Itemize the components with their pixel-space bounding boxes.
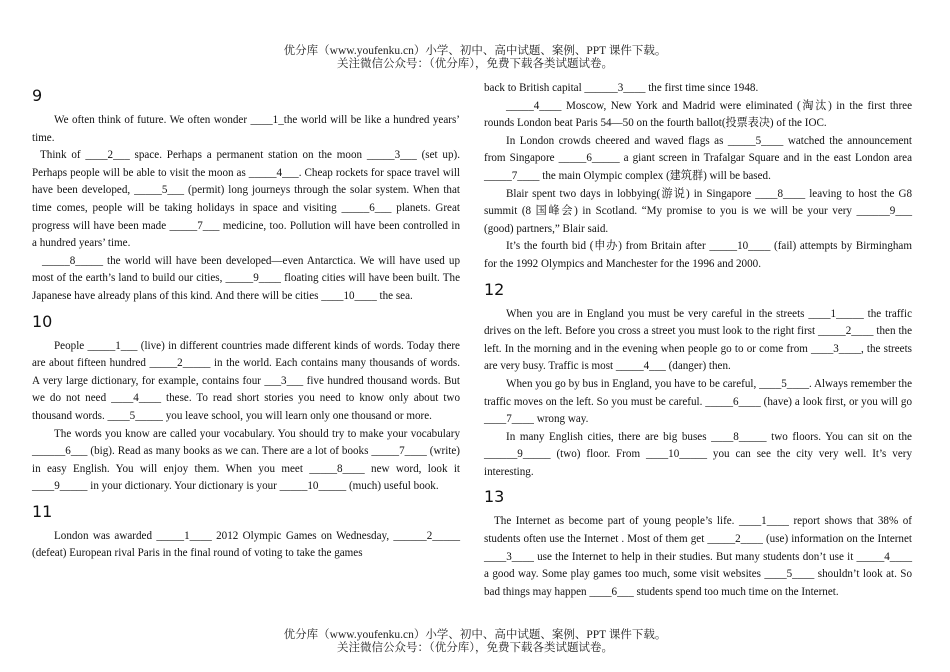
q9-paragraph-3: _____8_____ the world will have been developed—even Antarctica. We will have used up most of the earth’s land to build our cities, _____9____ floating cities will have been built. The Japanese have already plans of this kind. And there will be cities ____10____ the sea. bbox=[32, 254, 460, 302]
question-number-9: 9 bbox=[32, 86, 43, 105]
q11-continued-paragraph-2: _____4____ Moscow, New York and Madrid were eliminated (淘汰) in the first three rounds London beat Paris 54—50 on the fourth ballot(投票表决) of the IOC. bbox=[484, 99, 912, 130]
page-header bbox=[0, 45, 950, 71]
q11-continued-paragraph-1: back to British capital ______3____ the first time since 1948. bbox=[484, 82, 759, 94]
footer-line-2: 关注微信公众号：（优分库），免费下载各类试题试卷。 bbox=[337, 642, 613, 654]
q11-continued-paragraph-5: It’s the fourth bid (申办) from Britain after _____10____ (fail) attempts by Birmingham for the 1992 Olympics and Manchester for the 1996 and 2000. bbox=[484, 240, 912, 270]
q10-paragraph-1: People _____1___ (live) in different countries made different kinds of words. Today there are about fifteen hundred _____2_____ in the world. Each contains many thousands of words. A very large dictionary, for example, contains four ___3___ five hundred thousand words. But we do not need ____4____ these. To read short stories you need to know only about two thousand words. ____5_____ you leave school, you will learn only one thousand or more. bbox=[32, 339, 460, 422]
footer-line-1: 优分库（www.youfenku.cn）小学、初中、高中试题、案例、PPT 课件下载。 bbox=[283, 629, 667, 641]
page-footer bbox=[0, 629, 950, 655]
left-column bbox=[32, 80, 460, 563]
q13-paragraph-1: The Internet as become part of young people’s life. ____1____ report shows that 38% of students often use the Internet . Most of them get _____2____ (use) information on the Internet ____3____ use the Internet to help in their studies. But many students don’t use it _____4____ a good way. Some play games too much, some visit websites ____5____ shouldn’t look at. So bad things may happen ____6___ students spend too much time on the Internet. bbox=[484, 515, 912, 598]
right-column bbox=[484, 80, 912, 601]
q11-continued-paragraph-4: Blair spent two days in lobbying(游说) in Singapore ____8____ leaving to host the G8 summit (8 国峰会) in Scotland. “My promise to you is we will be your very ______9___ (good) partners,” Blair said. bbox=[484, 187, 912, 235]
question-number-11: 11 bbox=[32, 501, 53, 521]
q12-paragraph-3: In many English cities, there are big buses ____8_____ two floors. You can sit on the ______9_____ (two) floor. From ____10_____ you can see the city very well. It’s very interesting. bbox=[484, 430, 912, 478]
q11-paragraph-1: London was awarded _____1____ 2012 Olympic Games on Wednesday, ______2_____ (defeat) European rival Paris in the final round of voting to take the games bbox=[32, 529, 460, 560]
question-number-12: 12 bbox=[484, 279, 505, 299]
q12-paragraph-1: When you are in England you must be very careful in the streets ____1_____ the traffic drives on the left. Before you cross a street you must look to the right first _____2____ then the left. In the morning and in the evening when people go to or come from ____3____, the streets are very busy. Traffic is most _____4___ (danger) then. bbox=[484, 307, 912, 373]
q9-paragraph-1: We often think of future. We often wonder ____1_the world will be like a hundred years’ time. bbox=[32, 114, 460, 144]
q9-paragraph-2: Think of ____2___ space. Perhaps a permanent station on the moon _____3___ (set up). Perhaps people will be able to visit the moon as _____4___. Cheap rockets for space travel will have been developed, _____5___ (permit) long journeys through the solar system. When that time comes, people will be taking holidays in space and visiting _____6___ planets. Great progress will have been made _____7___ medicine, too. Pollution will have been controlled in a hundred years’ time. bbox=[32, 149, 460, 250]
q10-paragraph-2: The words you know are called your vocabulary. You should try to make your vocabulary ______6___ (big). Read as many books as we can. There are a lot of books _____7____ (write) in easy English. You will enjoy them. When you meet _____8____ new word, look it ____9_____ in your dictionary. Your dictionary is your _____10_____ (much) useful book. bbox=[32, 427, 460, 493]
q12-paragraph-2: When you go by bus in England, you have to be careful, ____5____. Always remember the traffic moves on the left. So you must be careful. _____6____ (have) a look first, or you will go ____7____ wrong way. bbox=[484, 377, 912, 426]
header-line-2: 关注微信公众号：（优分库），免费下载各类试题试卷。 bbox=[337, 58, 613, 70]
question-number-13: 13 bbox=[484, 487, 505, 507]
question-number-10: 10 bbox=[32, 311, 53, 331]
q11-continued-paragraph-3: In London crowds cheered and waved flags as _____5____ watched the announcement from Singapore _____6_____ a giant screen in Trafalgar Square and in the east London area _____7____ the main Olympic complex (建筑群) will be based. bbox=[484, 134, 912, 182]
header-line-1: 优分库（www.youfenku.cn）小学、初中、高中试题、案例、PPT 课件下载。 bbox=[283, 45, 667, 57]
